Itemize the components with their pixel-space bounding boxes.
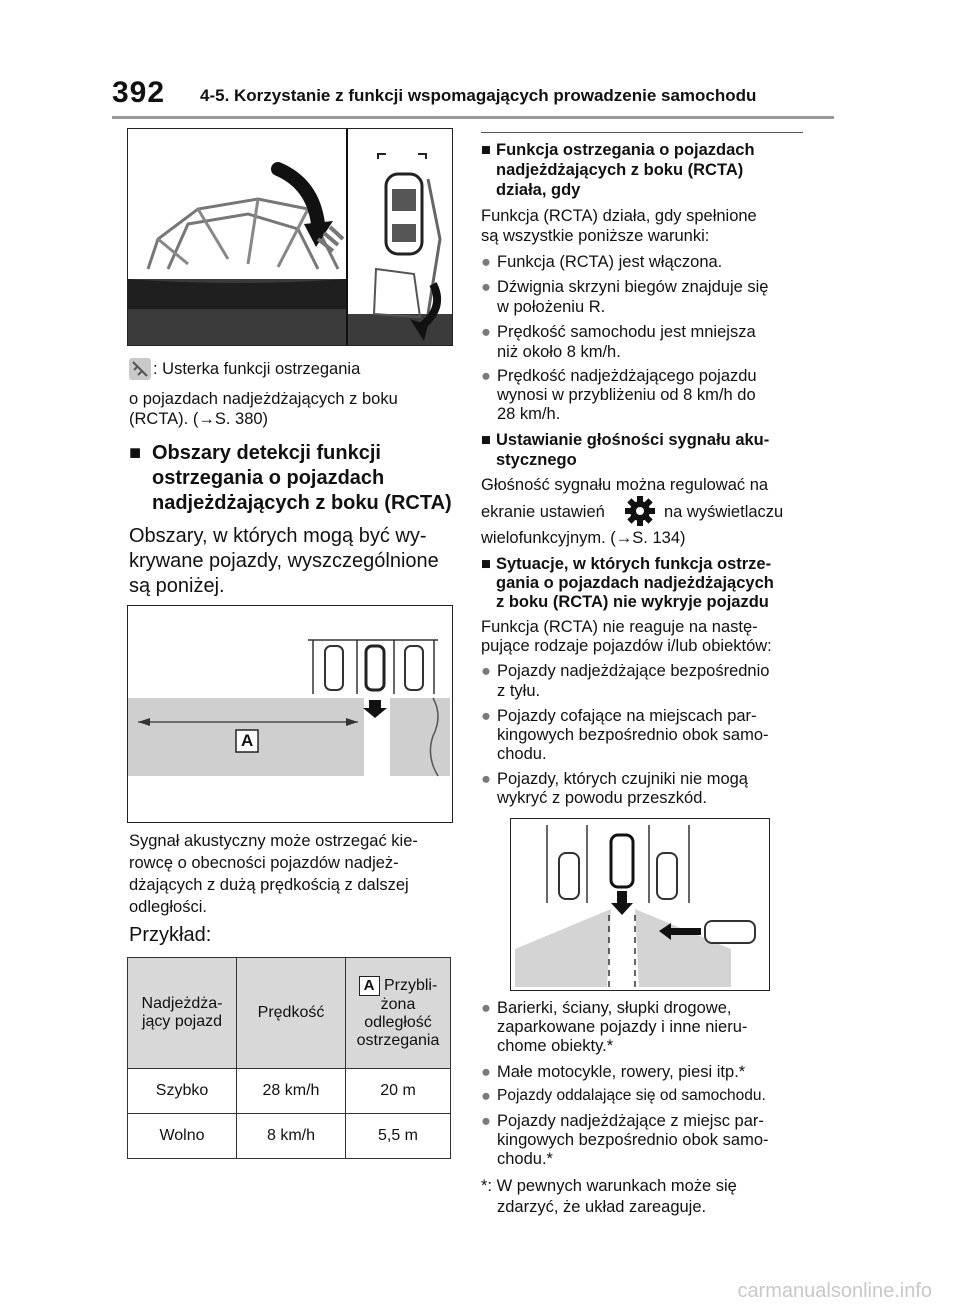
table-header-cell xyxy=(128,958,237,1069)
list-item: Pojazdy, których czujniki nie mogą xyxy=(497,770,748,788)
intro-text: są poniżej. xyxy=(129,575,225,597)
warning-caption: : Usterka funkcji ostrzegania xyxy=(153,360,361,378)
right-top-rule xyxy=(481,132,803,133)
heading-bullet: ■ xyxy=(481,141,491,159)
subheading: gania o pojazdach nadjeżdżających xyxy=(496,574,774,592)
warning-desc-line: o pojazdach nadjeżdżających z boku xyxy=(129,390,398,408)
area-a-key: A xyxy=(359,976,380,996)
parking-diagram xyxy=(511,819,769,990)
subheading: Ustawianie głośności sygnału aku- xyxy=(496,431,770,449)
subheading: Funkcja ostrzegania o pojazdach xyxy=(496,141,755,159)
page-number: 392 xyxy=(112,76,166,109)
section-heading: nadjeżdżających z boku (RCTA) xyxy=(152,492,452,514)
subheading: stycznego xyxy=(496,451,577,469)
table-cell: 8 km/h xyxy=(237,1114,346,1159)
table-cell: 20 m xyxy=(346,1069,451,1114)
footnote: zdarzyć, że układ zareaguje. xyxy=(497,1198,707,1216)
bullet-dot: ● xyxy=(481,707,491,725)
speed-distance-table xyxy=(127,957,451,1159)
rcta-display-illustration xyxy=(128,129,452,345)
list-item: Pojazdy nadjeżdżające z miejsc par- xyxy=(497,1112,764,1130)
bullet-dot: ● xyxy=(481,999,491,1017)
list-item: chodu. xyxy=(497,745,547,763)
table-header-row xyxy=(128,958,451,1069)
list-item: Funkcja (RCTA) jest włączona. xyxy=(497,253,723,271)
bullet-dot: ● xyxy=(481,323,491,341)
list-item: 28 km/h. xyxy=(497,405,561,423)
warning-desc-line: (RCTA). (→S. 380) xyxy=(129,410,269,428)
list-item: z tyłu. xyxy=(497,682,541,700)
detection-area-diagram xyxy=(128,606,452,822)
list-item: w położeniu R. xyxy=(497,298,606,316)
subheading: z boku (RCTA) nie wykryje pojazdu xyxy=(496,593,769,611)
rcta-display-figure xyxy=(127,128,453,346)
detection-area-figure xyxy=(127,605,453,823)
list-item: Prędkość samochodu jest mniejsza xyxy=(497,323,756,341)
list-item: Pojazdy nadjeżdżające bezpośrednio xyxy=(497,662,770,680)
bullet-dot: ● xyxy=(481,770,491,788)
list-item: zaparkowane pojazdy i inne nieru- xyxy=(497,1018,748,1036)
list-item: Barierki, ściany, słupki drogowe, xyxy=(497,999,732,1017)
table-cell: 28 km/h xyxy=(237,1069,346,1114)
area-a-label: A xyxy=(241,731,254,750)
header-text: odległość xyxy=(364,1014,432,1031)
intro-text: Obszary, w których mogą być wy- xyxy=(129,525,427,547)
paragraph: na wyświetlaczu xyxy=(664,503,784,521)
sound-text: Sygnał akustyczny może ostrzegać kie- xyxy=(129,832,418,850)
table-header-cell xyxy=(346,958,451,1069)
list-item: Dźwignia skrzyni biegów znajduje się xyxy=(497,278,769,296)
sound-text: odległości. xyxy=(129,898,207,916)
footnote: *: W pewnych warunkach może się xyxy=(481,1177,737,1195)
header-text: Nadjeżdża- xyxy=(141,995,223,1012)
table-row xyxy=(128,1114,451,1159)
bullet-dot: ● xyxy=(481,367,491,385)
list-item: Prędkość nadjeżdżającego pojazdu xyxy=(497,367,757,385)
section-heading: ostrzegania o pojazdach xyxy=(152,467,385,489)
bullet-dot: ● xyxy=(481,662,491,680)
list-item: Pojazdy cofające na miejscach par- xyxy=(497,707,757,725)
bullet-dot: ● xyxy=(481,278,491,296)
list-item: Pojazdy oddalające się od samochodu. xyxy=(497,1087,766,1104)
header-rule xyxy=(112,116,834,119)
bullet-dot: ● xyxy=(481,1112,491,1130)
subheading: nadjeżdżających z boku (RCTA) xyxy=(496,161,744,179)
list-item: wykryć z powodu przeszkód. xyxy=(497,789,707,807)
table-cell: Szybko xyxy=(128,1069,237,1114)
subheading: działa, gdy xyxy=(496,181,581,199)
example-label: Przykład: xyxy=(129,924,212,946)
paragraph: pujące rodzaje pojazdów i/lub obiektów: xyxy=(481,637,772,655)
paragraph: Funkcja (RCTA) działa, gdy spełnione xyxy=(481,207,757,225)
table-cell: Wolno xyxy=(128,1114,237,1159)
heading-bullet: ■ xyxy=(481,431,491,449)
intro-text: krywane pojazdy, wyszczególnione xyxy=(129,550,439,572)
paragraph: są wszystkie poniższe warunki: xyxy=(481,227,710,245)
paragraph: ekranie ustawień xyxy=(481,503,605,521)
subheading: Sytuacje, w których funkcja ostrze- xyxy=(496,555,772,573)
warning-icon xyxy=(129,358,151,380)
list-item: Małe motocykle, rowery, piesi itp.* xyxy=(497,1063,746,1081)
list-item: kingowych bezpośrednio obok samo- xyxy=(497,1131,769,1149)
list-item: chodu.* xyxy=(497,1150,553,1168)
sound-text: rowcę o obecności pojazdów nadjeż- xyxy=(129,854,399,872)
bullet-dot: ● xyxy=(481,1063,491,1081)
header-text: jący pojazd xyxy=(141,1013,223,1030)
table-header-cell: Prędkość xyxy=(237,958,346,1069)
gear-icon xyxy=(623,494,657,528)
list-item: kingowych bezpośrednio obok samo- xyxy=(497,726,769,744)
header-text: żona xyxy=(380,996,416,1013)
bullet-dot: ● xyxy=(481,1087,491,1105)
paragraph: wielofunkcyjnym. (→S. 134) xyxy=(481,529,686,547)
watermark: carmanualsonline.info xyxy=(737,1280,932,1302)
table-row xyxy=(128,1069,451,1114)
list-item: chome obiekty.* xyxy=(497,1037,614,1055)
section-heading: Obszary detekcji funkcji xyxy=(152,442,381,464)
header-text: Przybli- xyxy=(383,977,438,994)
parking-figure xyxy=(510,818,770,991)
paragraph: Głośność sygnału można regulować na xyxy=(481,476,769,494)
bullet-dot: ● xyxy=(481,253,491,271)
list-item: niż około 8 km/h. xyxy=(497,343,621,361)
paragraph: Funkcja (RCTA) nie reaguje na nastę- xyxy=(481,618,758,636)
heading-bullet: ■ xyxy=(481,555,491,573)
heading-bullet: ■ xyxy=(129,442,142,464)
table-cell: 5,5 m xyxy=(346,1114,451,1159)
section-title: 4-5. Korzystanie z funkcji wspomagających prowadzenie samochodu xyxy=(200,86,757,105)
header-text: ostrzegania xyxy=(356,1032,440,1049)
sound-text: dżających z dużą prędkością z dalszej xyxy=(129,876,409,894)
list-item: wynosi w przybliżeniu od 8 km/h do xyxy=(497,386,756,404)
